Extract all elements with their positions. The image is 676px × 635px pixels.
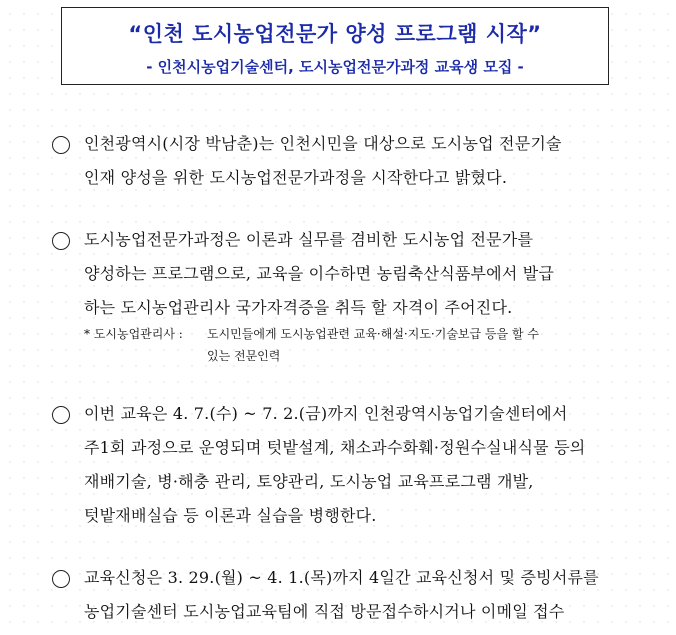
paragraph-line: 재배기술, 병·해충 관리, 토양관리, 도시농업 교육프로그램 개발, [84,472,534,491]
paragraph-line: 인천광역시(시장 박남춘)는 인천시민을 대상으로 도시농업 전문기술 [84,134,562,153]
circle-bullet-icon [52,136,70,154]
footnote-line: 도시민들에게 도시농업관련 교육·해설·지도·기술보급 등을 할 수 [207,327,539,341]
paragraph-line: 하는 도시농업관리사 국가자격증을 취득 할 자격이 주어진다. [84,298,513,317]
page-title: “인천 도시농업전문가 양성 프로그램 시작” [128,22,542,46]
paragraph-line: 도시농업전문가과정은 이론과 실무를 겸비한 도시농업 전문가를 [84,230,534,249]
paragraph-line: 교육신청은 3. 29.(월) ~ 4. 1.(목)까지 4일간 교육신청서 및 증빙서류를 [84,568,599,587]
paragraph-line: 주1회 과정으로 운영되며 텃밭설계, 채소과수화훼·정원수실내식물 등의 [84,438,586,457]
title-box [61,7,609,85]
paragraph-line: 텃밭재배실습 등 이론과 실습을 병행한다. [84,506,377,525]
circle-bullet-icon [52,570,70,588]
footnote-label: * 도시농업관리사 : [84,327,183,341]
paragraph-line: 이번 교육은 4. 7.(수) ~ 7. 2.(금)까지 인천광역시농업기술센터에서 [84,404,568,423]
paragraph-line: 양성하는 프로그램으로, 교육을 이수하면 농림축산식품부에서 발급 [84,264,555,283]
page-subtitle: - 인천시농업기술센터, 도시농업전문가과정 교육생 모집 - [146,58,524,76]
paragraph-line: 인재 양성을 위한 도시농업전문가과정을 시작한다고 밝혔다. [84,168,508,187]
circle-bullet-icon [52,232,70,250]
paragraph-line: 농업기술센터 도시농업교육팀에 직접 방문접수하시거나 이메일 접수 [84,602,565,621]
circle-bullet-icon [52,406,70,424]
footnote-line: 있는 전문인력 [207,349,281,363]
